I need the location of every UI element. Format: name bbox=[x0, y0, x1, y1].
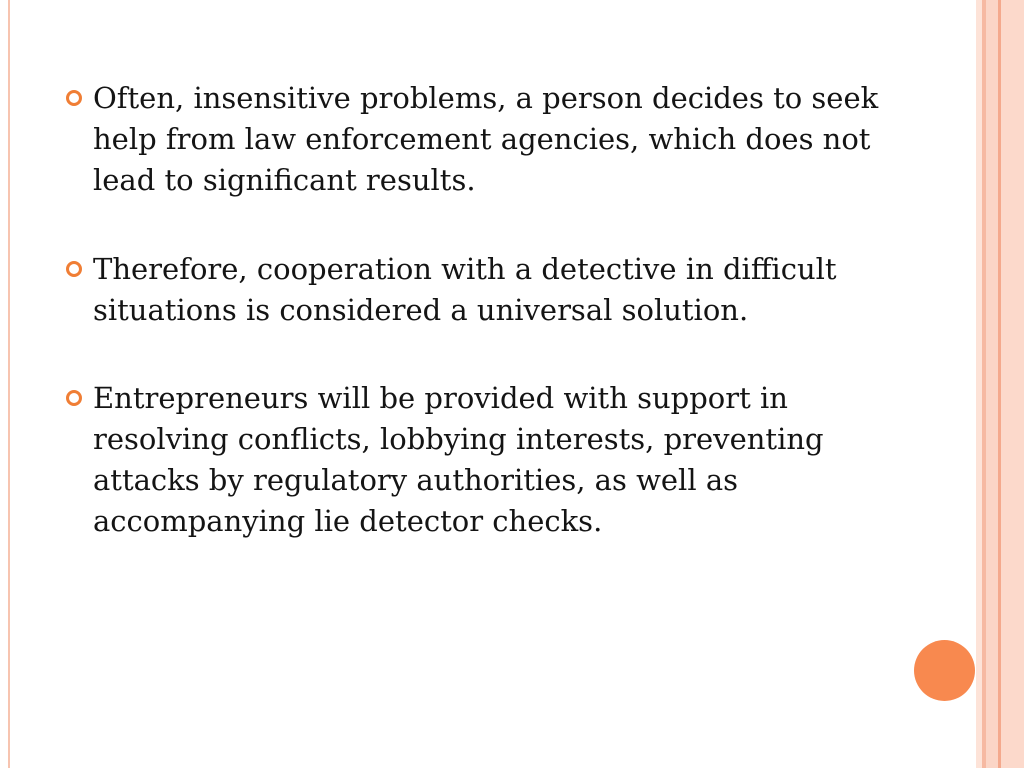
bullet-text: Therefore, cooperation with a detective in difficult situations is considered a universal solution. bbox=[93, 252, 837, 327]
bullet-ring-icon bbox=[66, 261, 82, 277]
bullet-item bbox=[66, 78, 886, 201]
bullet-text: Entrepreneurs will be provided with support in resolving conflicts, lobbying interests, preventing attacks by regulatory authorities, as well as accompanying lie detector checks. bbox=[93, 381, 824, 538]
bullet-list bbox=[66, 78, 886, 590]
bullet-ring-icon bbox=[66, 90, 82, 106]
bullet-item bbox=[66, 378, 886, 542]
bullet-ring-icon bbox=[66, 390, 82, 406]
accent-circle-decoration bbox=[914, 640, 975, 701]
bullet-item bbox=[66, 249, 886, 331]
right-decor-band bbox=[1001, 0, 1024, 768]
right-decor-band bbox=[986, 0, 998, 768]
left-border-line bbox=[8, 0, 10, 768]
bullet-text: Often, insensitive problems, a person decides to seek help from law enforcement agencies, which does not lead to significant results. bbox=[93, 81, 879, 197]
